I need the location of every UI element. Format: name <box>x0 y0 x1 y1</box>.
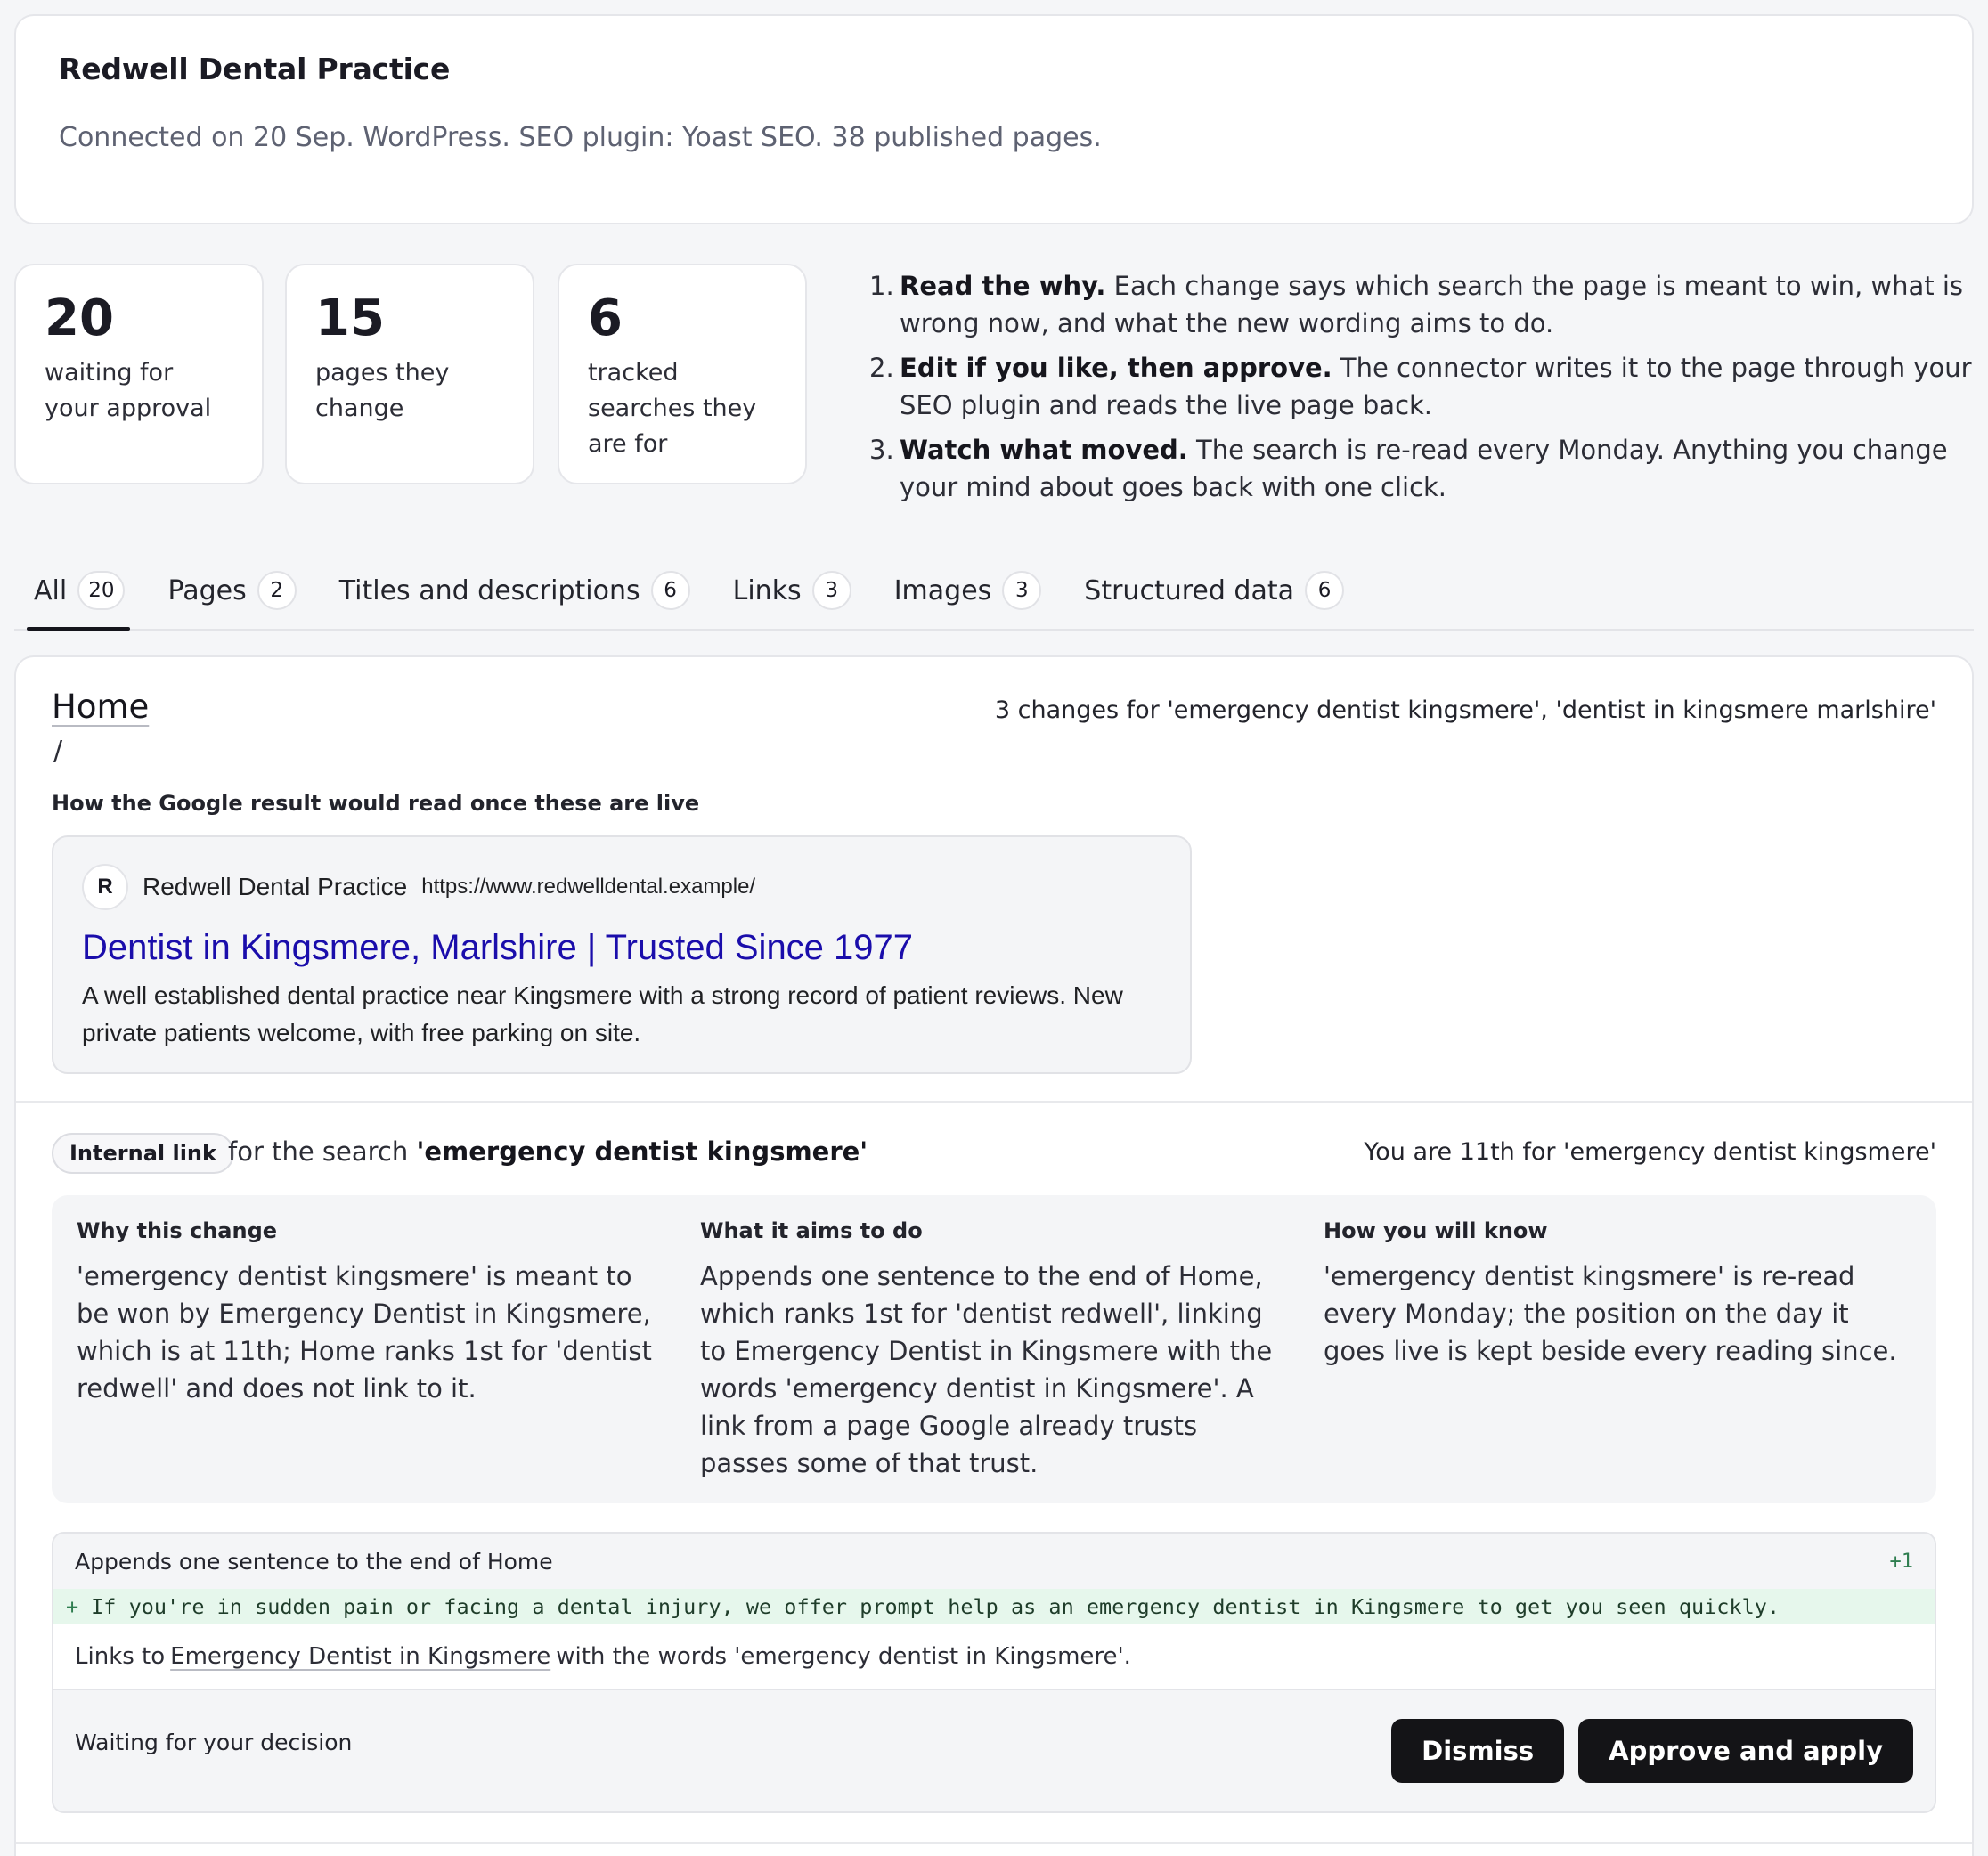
filter-tabs <box>14 563 1974 631</box>
know-column <box>1324 1218 1899 1480</box>
dismiss-button[interactable]: Dismiss <box>1391 1719 1564 1783</box>
serp-header <box>82 864 1161 910</box>
stat-value: 15 <box>315 289 385 347</box>
step-number: 3. <box>869 435 894 465</box>
tab-count-badge: 20 <box>77 571 125 610</box>
tab-structured-data[interactable] <box>1080 563 1348 629</box>
why-text: 'emergency dentist kingsmere' is meant to be won by Emergency Dentist in Kingsmere, which is at 11th; Home ranks 1st for 'dentist redwell' and does not link to it. <box>77 1261 652 1404</box>
stat-label: waiting for your approval <box>45 359 212 423</box>
why-heading: Why this change <box>77 1218 278 1243</box>
site-card <box>14 14 1974 224</box>
aim-heading: What it aims to do <box>700 1218 923 1243</box>
stat-searches <box>558 264 807 484</box>
step-item <box>869 431 1974 506</box>
decision-actions <box>1391 1719 1913 1783</box>
tab-label: Titles and descriptions <box>338 574 640 606</box>
changes-summary: 3 changes for 'emergency dentist kingsmere', 'dentist in kingsmere marlshire' <box>994 696 1936 724</box>
tab-links[interactable] <box>729 563 855 629</box>
link-note-suffix: with the words 'emergency dentist in Kingsmere'. <box>556 1643 1131 1670</box>
stat-label: pages they change <box>315 359 450 423</box>
divider <box>16 1842 1972 1844</box>
diff-plus-marker: + <box>66 1594 79 1619</box>
diff-added-text: If you're in sudden pain or facing a dental injury, we offer prompt help as an emergency dentist in Kingsmere to get you seen quickly. <box>91 1594 1780 1619</box>
step-text: The search is re-read every Monday. Anything you change your mind about goes back with one click. <box>900 435 1948 502</box>
link-note-prefix: Links to <box>75 1643 166 1670</box>
step-item <box>869 267 1974 342</box>
tab-images[interactable] <box>891 563 1046 629</box>
target-search-query: 'emergency dentist kingsmere' <box>416 1136 868 1167</box>
preview-caption: How the Google result would read once these are live <box>52 791 700 816</box>
know-text: 'emergency dentist kingsmere' is re-read every Monday; the position on the day it goes live is kept beside every reading since. <box>1324 1261 1897 1366</box>
serp-description: A well established dental practice near Kingsmere with a strong record of patient reviews. New private patients welcome, with free parking on site. <box>82 981 1123 1046</box>
tab-pages[interactable] <box>164 563 299 629</box>
tab-count-badge: 6 <box>651 571 690 610</box>
step-title: Edit if you like, then approve. <box>900 353 1332 383</box>
divider <box>16 1101 1972 1103</box>
site-meta: Connected on 20 Sep. WordPress. SEO plugin: Yoast SEO. 38 published pages. <box>59 122 1102 153</box>
step-title: Read the why. <box>900 271 1106 301</box>
know-heading: How you will know <box>1324 1218 1548 1243</box>
stat-waiting <box>14 264 264 484</box>
tab-count-badge: 3 <box>812 571 851 610</box>
change-type-badge: Internal link <box>52 1133 234 1174</box>
aim-text: Appends one sentence to the end of Home, which ranks 1st for 'dentist redwell', linking to Emergency Dentist in Kingsmere with the words 'emergency dentist in Kingsmere'. A link from a page Google already trusts passes some of that trust. <box>700 1261 1273 1478</box>
decision-status: Waiting for your decision <box>75 1729 353 1755</box>
step-text: The connector writes it to the page through your SEO plugin and reads the live page back. <box>900 353 1972 420</box>
change-reasoning <box>52 1195 1936 1503</box>
step-title: Watch what moved. <box>900 435 1188 465</box>
step-item <box>869 349 1974 424</box>
tab-label: All <box>34 574 68 606</box>
tab-count-badge: 2 <box>257 571 297 610</box>
target-search <box>228 1136 868 1167</box>
tab-count-badge: 3 <box>1002 571 1041 610</box>
tab-count-badge: 6 <box>1305 571 1344 610</box>
rank-status: You are 11th for 'emergency dentist kingsmere' <box>1364 1138 1936 1166</box>
step-body <box>900 349 1974 424</box>
stat-label: tracked searches they are for <box>588 359 757 459</box>
tab-label: Links <box>732 574 802 606</box>
tab-label: Pages <box>167 574 247 606</box>
diff-header <box>53 1534 1935 1589</box>
diff-added-line[interactable] <box>53 1589 1935 1624</box>
why-column <box>77 1218 652 1480</box>
decision-bar <box>53 1690 1935 1811</box>
page-path: / <box>53 736 63 767</box>
diff-count: +1 <box>1889 1550 1913 1573</box>
serp-site-name: Redwell Dental Practice <box>143 873 408 900</box>
target-search-prefix: for the search <box>228 1136 417 1167</box>
link-note <box>53 1624 1935 1690</box>
serp-url: https://www.redwelldental.example/ <box>421 875 756 899</box>
step-body <box>900 267 1974 342</box>
step-number: 1. <box>869 271 894 301</box>
tab-all[interactable] <box>30 563 128 629</box>
site-name: Redwell Dental Practice <box>59 52 451 86</box>
page-changes-card <box>14 655 1974 1856</box>
diff-title: Appends one sentence to the end of Home <box>75 1548 553 1575</box>
stat-value: 6 <box>588 289 623 347</box>
favicon-icon: R <box>82 864 128 910</box>
tab-titles-and-descriptions[interactable] <box>336 563 694 629</box>
step-text: Each change says which search the page is meant to win, what is wrong now, and what the new wording aims to do. <box>900 271 1964 338</box>
change-diff <box>52 1532 1936 1813</box>
google-result-preview <box>52 835 1192 1074</box>
tab-label: Images <box>893 574 992 606</box>
page-title-link[interactable]: Home <box>52 688 150 726</box>
tab-label: Structured data <box>1084 574 1295 606</box>
stat-value: 20 <box>45 289 114 347</box>
target-page-link[interactable]: Emergency Dentist in Kingsmere <box>170 1643 551 1670</box>
how-it-works-steps <box>869 267 1974 513</box>
approve-and-apply-button[interactable]: Approve and apply <box>1578 1719 1913 1783</box>
step-body <box>900 431 1974 506</box>
step-number: 2. <box>869 353 894 383</box>
stat-pages <box>285 264 534 484</box>
serp-title: Dentist in Kingsmere, Marlshire | Trusted Since 1977 <box>82 928 914 967</box>
aim-column <box>700 1218 1275 1480</box>
